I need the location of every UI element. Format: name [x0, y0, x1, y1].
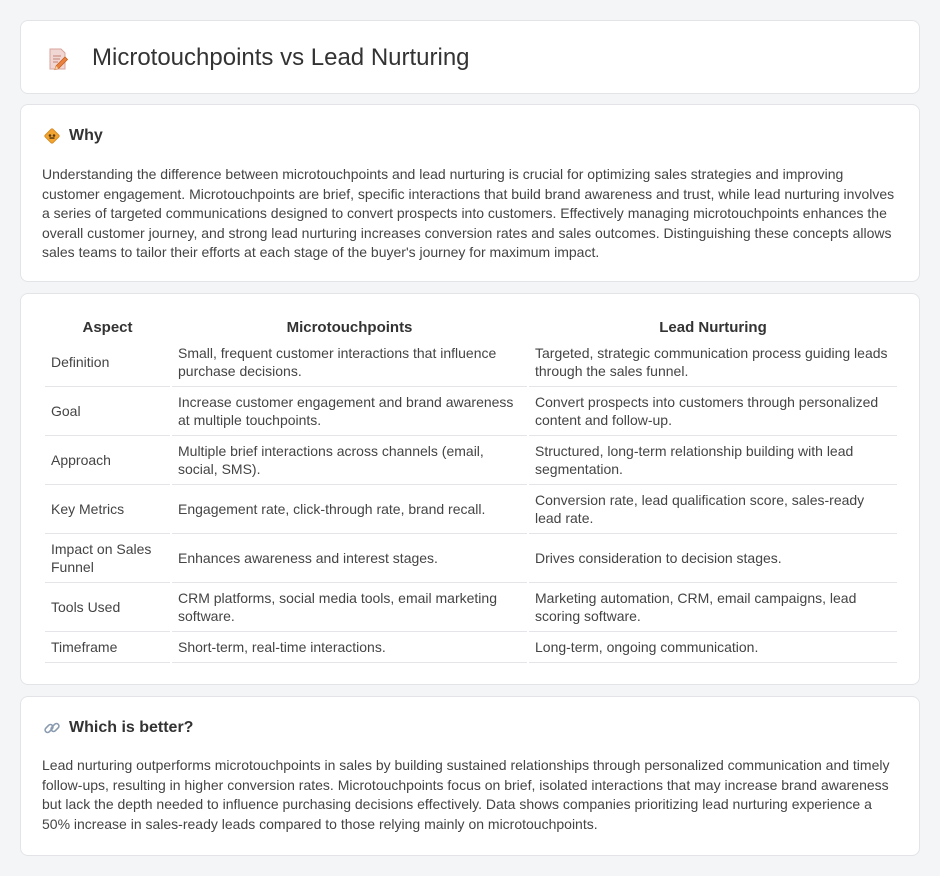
table-row: [45, 338, 897, 387]
row-lead-nurturing: Structured, long-term relationship building with lead segmentation.: [529, 436, 897, 485]
better-paragraph: Lead nurturing outperforms microtouchpoints in sales by building sustained relationships through personalized communication and timely follow-ups, resulting in higher conversion rates. Microtouchpoints focus on brief, isolated interactions that may increase brand awareness but lack the depth needed to influence purchasing decisions effectively. Data shows companies prioritizing lead nurturing experience a 50% increase in sales-ready leads compared to those relying mainly on microtouchpoints.: [42, 757, 890, 832]
header-lead-nurturing: Lead Nurturing: [659, 319, 767, 336]
page-title: Microtouchpoints vs Lead Nurturing: [92, 44, 470, 71]
link-icon: [43, 719, 61, 737]
row-lead-nurturing: Conversion rate, lead qualification score, sales-ready lead rate.: [529, 485, 897, 534]
table-row: [45, 485, 897, 534]
row-lead-nurturing: Convert prospects into customers through personalized content and follow-up.: [529, 387, 897, 436]
row-lead-nurturing: Long-term, ongoing communication.: [529, 632, 897, 663]
row-aspect: Definition: [45, 338, 170, 387]
better-heading: Which is better?: [69, 719, 194, 736]
table-row: [45, 534, 897, 583]
title-card: [20, 20, 920, 94]
row-aspect: Tools Used: [45, 583, 170, 632]
row-lead-nurturing: Targeted, strategic communication process guiding leads through the sales funnel.: [529, 338, 897, 387]
row-microtouchpoints: Multiple brief interactions across channels (email, social, SMS).: [172, 436, 527, 485]
document-pencil-icon: [47, 47, 69, 71]
row-microtouchpoints: Small, frequent customer interactions that influence purchase decisions.: [172, 338, 527, 387]
row-aspect: Key Metrics: [45, 485, 170, 534]
header-microtouchpoints: Microtouchpoints: [286, 319, 413, 336]
which-is-better-section: [20, 696, 920, 856]
table-row: [45, 632, 897, 663]
table-row: [45, 387, 897, 436]
diamond-sign-icon: [43, 127, 61, 145]
table-row: [45, 436, 897, 485]
table-row: [45, 583, 897, 632]
row-aspect: Approach: [45, 436, 170, 485]
why-section: [20, 104, 920, 282]
row-aspect: Impact on Sales Funnel: [45, 534, 170, 583]
row-lead-nurturing: Drives consideration to decision stages.: [529, 534, 897, 583]
row-aspect: Timeframe: [45, 632, 170, 663]
header-aspect: Aspect: [82, 319, 133, 336]
row-microtouchpoints: Engagement rate, click-through rate, brand recall.: [172, 485, 527, 534]
row-microtouchpoints: Enhances awareness and interest stages.: [172, 534, 527, 583]
why-paragraph: Understanding the difference between microtouchpoints and lead nurturing is crucial for optimizing sales strategies and improving customer engagement. Microtouchpoints are brief, specific interactions that build brand awareness and trust, while lead nurturing involves a series of targeted communications designed to convert prospects into customers. Effectively managing microtouchpoints enhances the overall customer journey, and strong lead nurturing increases conversion rates and sales outcomes. Distinguishing these concepts allows sales teams to tailor their efforts at each stage of the buyer's journey for maximum impact.: [42, 166, 895, 261]
why-header: [43, 127, 103, 145]
better-header: [43, 719, 193, 737]
row-aspect: Goal: [45, 387, 170, 436]
row-microtouchpoints: Short-term, real-time interactions.: [172, 632, 527, 663]
row-microtouchpoints: Increase customer engagement and brand awareness at multiple touchpoints.: [172, 387, 527, 436]
row-lead-nurturing: Marketing automation, CRM, email campaigns, lead scoring software.: [529, 583, 897, 632]
comparison-table: [43, 316, 899, 663]
row-microtouchpoints: CRM platforms, social media tools, email marketing software.: [172, 583, 527, 632]
table-header-row: [45, 316, 897, 338]
comparison-section: [20, 293, 920, 685]
why-heading: Why: [69, 127, 103, 144]
